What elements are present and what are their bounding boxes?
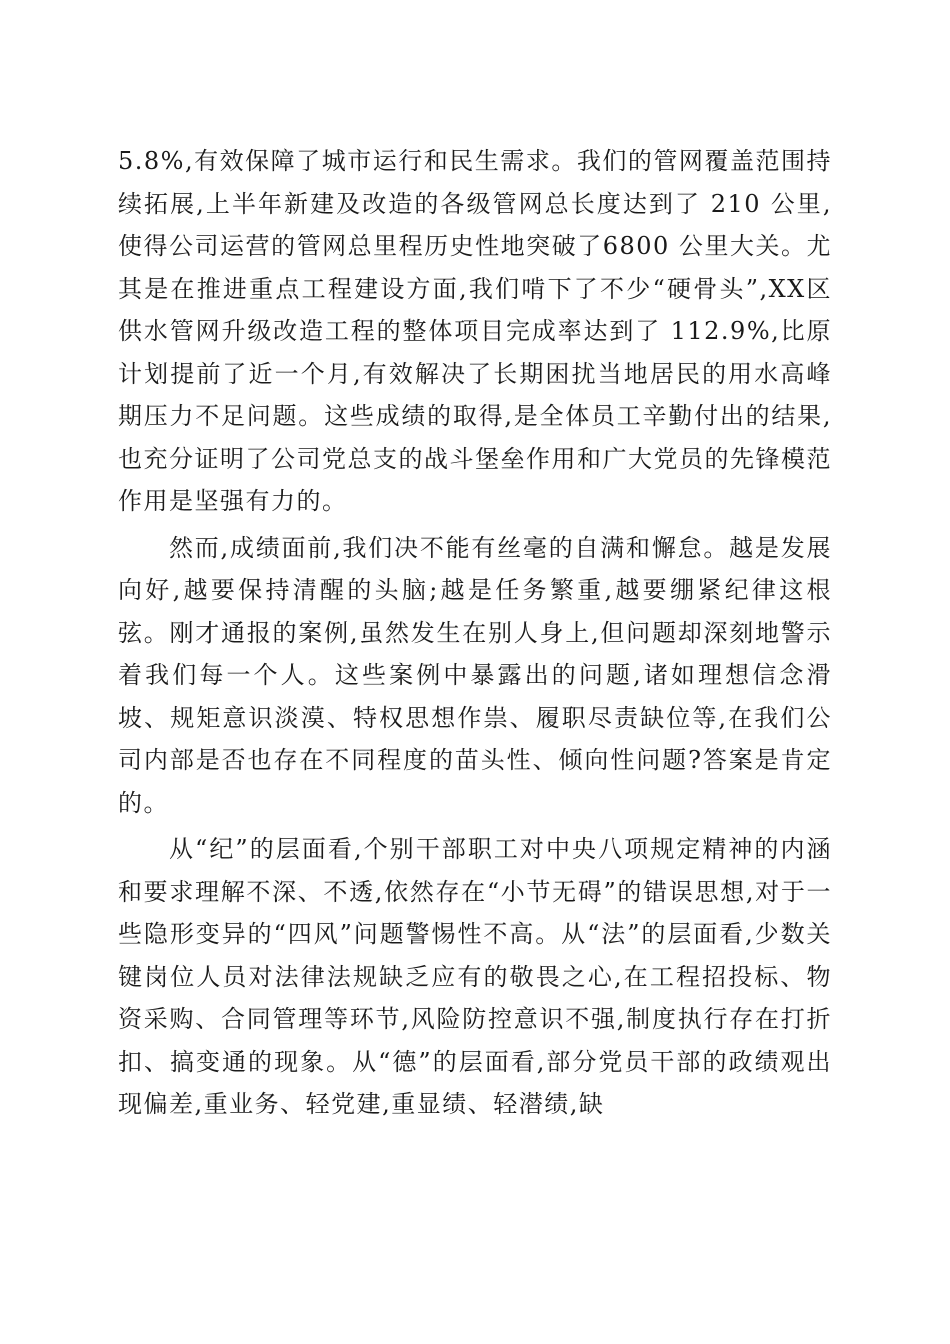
document-body <box>118 140 832 1130</box>
paragraph-warning: 然而,成绩面前,我们决不能有丝毫的自满和懈怠。越是发展向好,越要保持清醒的头脑;越是任务繁重,越要绷紧纪律这根弦。刚才通报的案例,虽然发生在别人身上,但问题却深刻地警示着我们每一个人。这些案例中暴露出的问题,诸如理想信念滑坡、规矩意识淡漠、特权思想作祟、履职尽责缺位等,在我们公司内部是否也存在不同程度的苗头性、倾向性问题?答案是肯定的。 <box>118 533 832 817</box>
paragraph-achievements: 5.8%,有效保障了城市运行和民生需求。我们的管网覆盖范围持续拓展,上半年新建及改造的各级管网总长度达到了 210 公里,使得公司运营的管网总里程历史性地突破了6800 公里大关。尤其是在推进重点工程建设方面,我们啃下了不少“硬骨头”,XX区供水管网升级改造工程的整体项目完成率达到了 112.9%,比原计划提前了近一个月,有效解决了长期困扰当地居民的用水高峰期压力不足问题。这些成绩的取得,是全体员工辛勤付出的结果,也充分证明了公司党总支的战斗堡垒作用和广大党员的先锋模范作用是坚强有力的。 <box>118 147 832 515</box>
paragraph-problems: 从“纪”的层面看,个别干部职工对中央八项规定精神的内涵和要求理解不深、不透,依然存在“小节无碍”的错误思想,对于一些隐形变异的“四风”问题警惕性不高。从“法”的层面看,少数关键岗位人员对法律法规缺乏应有的敬畏之心,在工程招投标、物资采购、合同管理等环节,风险防控意识不强,制度执行存在打折扣、搞变通的现象。从“德”的层面看,部分党员干部的政绩观出现偏差,重业务、轻党建,重显绩、轻潜绩,缺 <box>118 835 832 1118</box>
